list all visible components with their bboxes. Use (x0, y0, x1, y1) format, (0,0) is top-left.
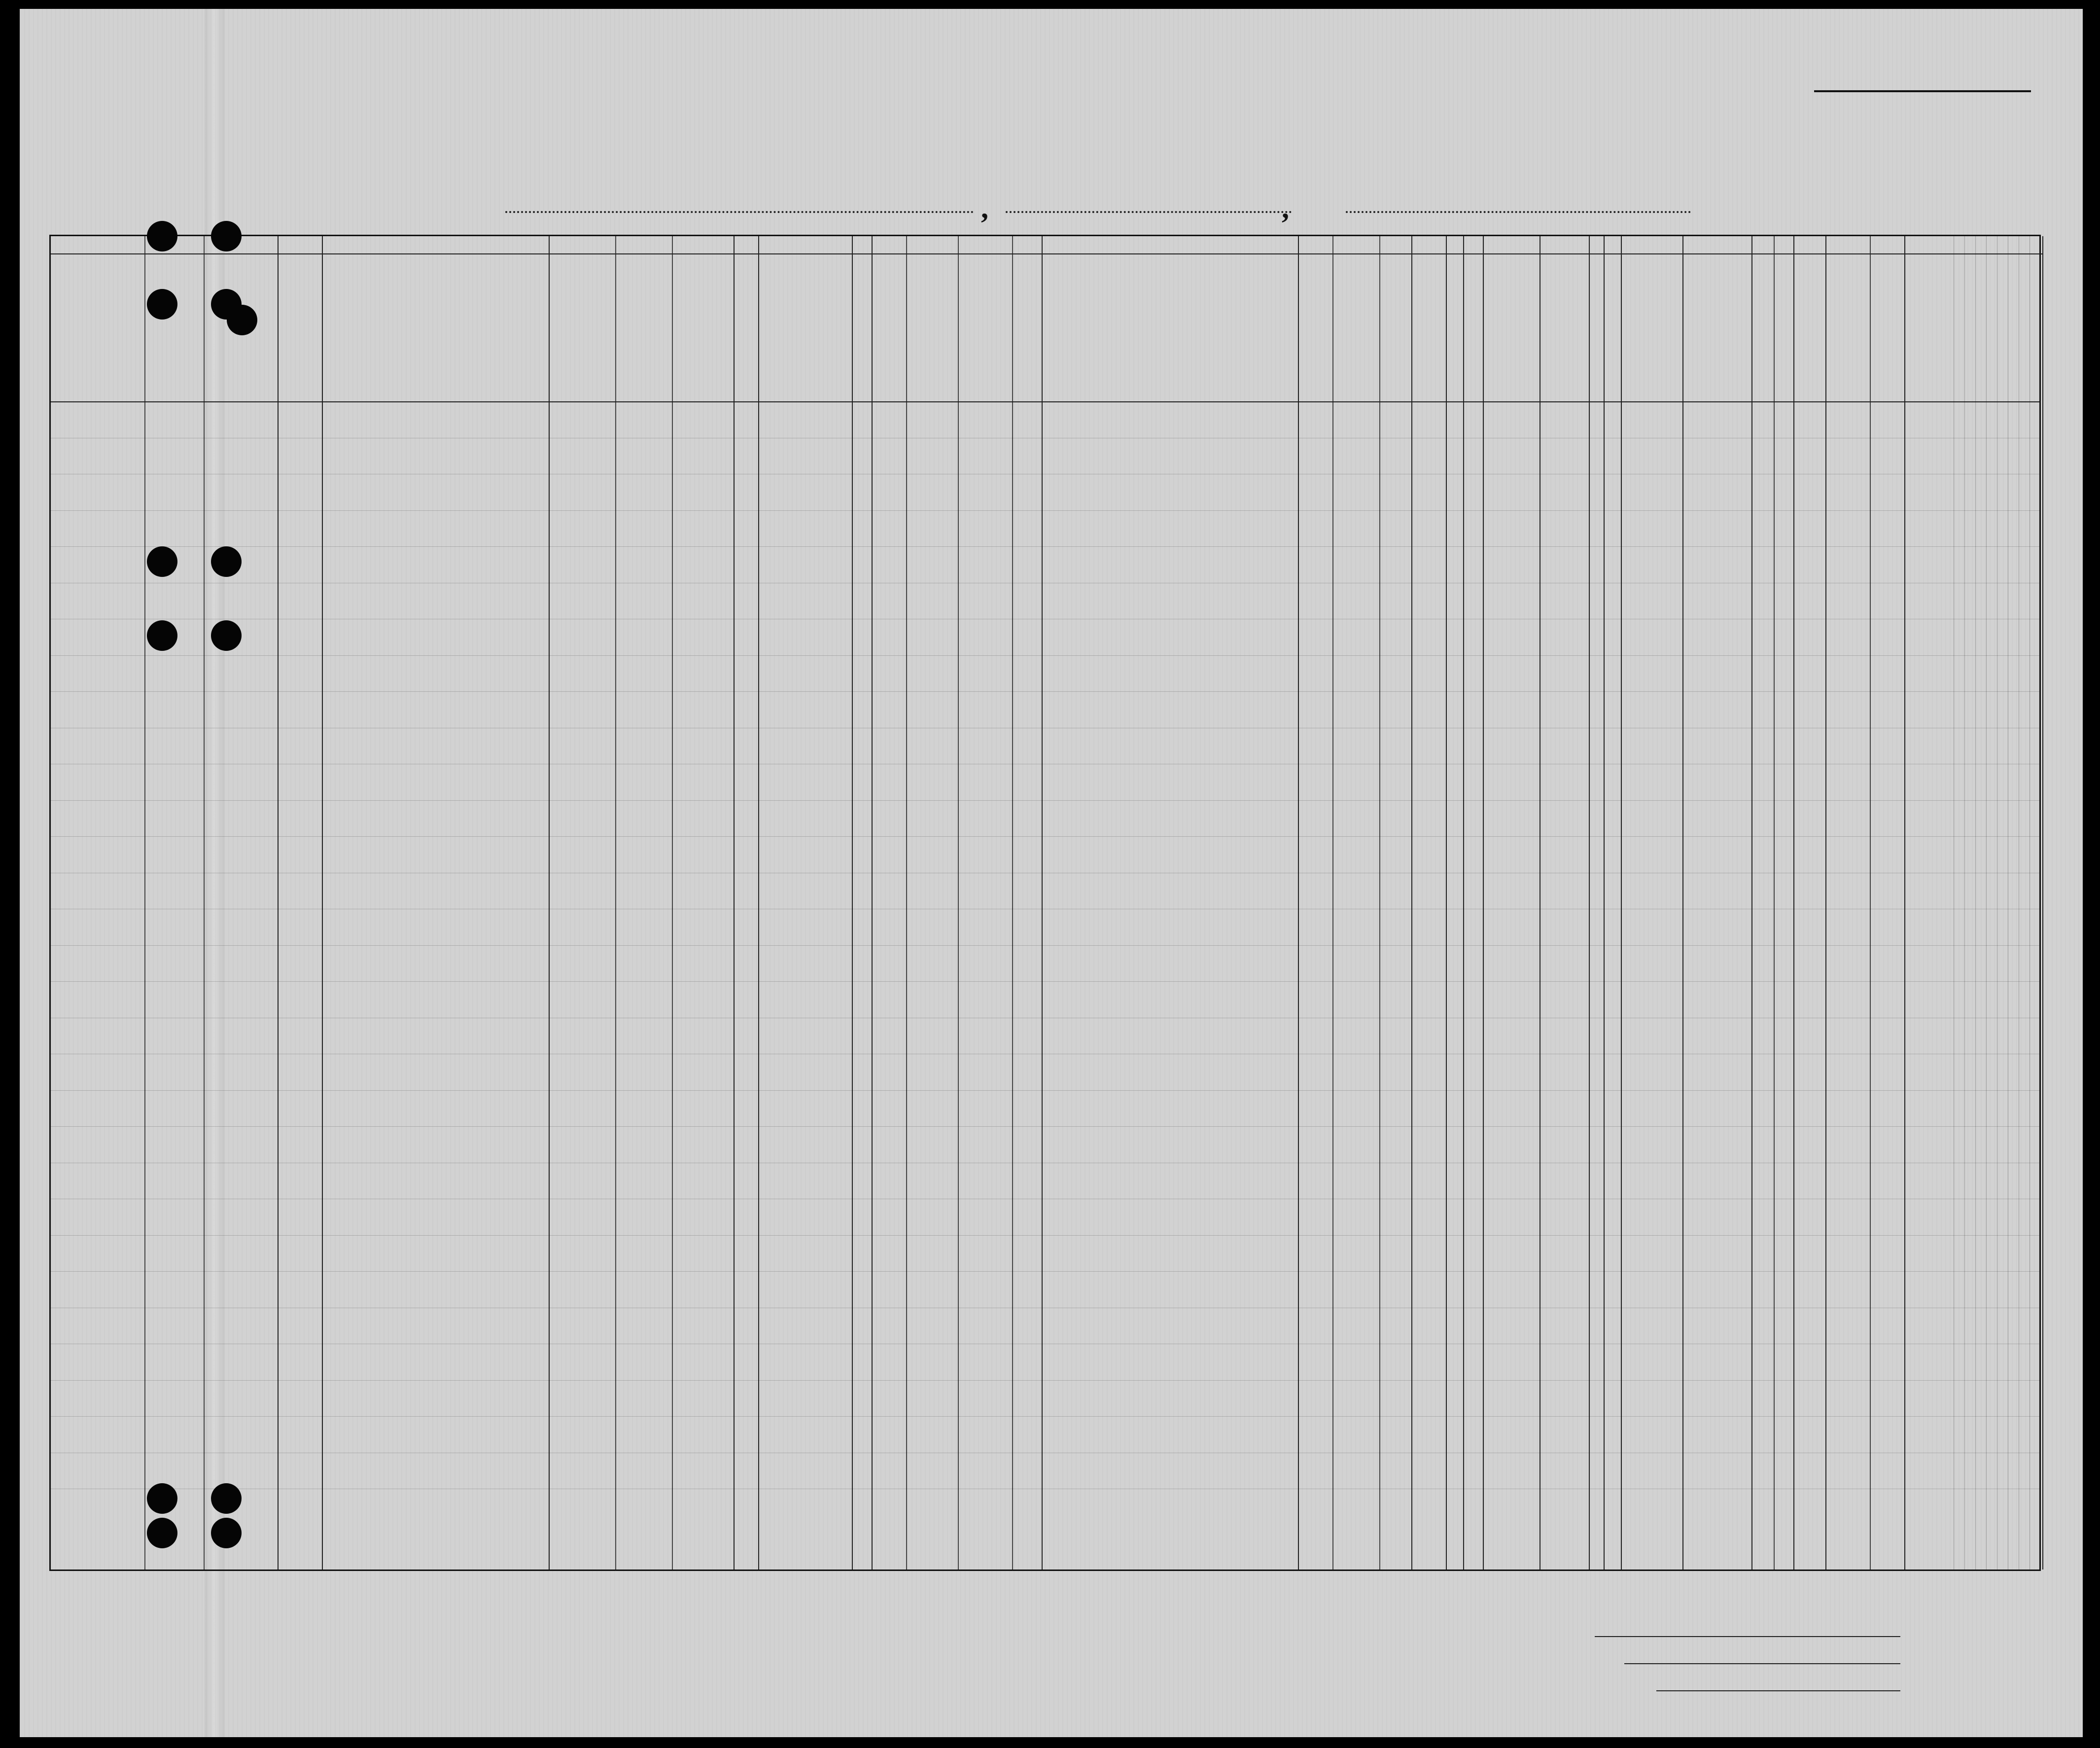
manifest-sheet (20, 9, 2083, 1737)
punch-hole (211, 1518, 242, 1548)
punch-hole (147, 1483, 177, 1514)
row-rule (51, 655, 2039, 656)
sub-column-rule (672, 236, 673, 1570)
row-rule (51, 691, 2039, 692)
column-rule (2042, 236, 2043, 1570)
column-rule (1825, 236, 1826, 1570)
margin-rule (2040, 236, 2041, 1570)
sub-column-rule (1774, 236, 1775, 1570)
punch-hole (211, 546, 242, 577)
agents-rule (1656, 1690, 1900, 1691)
owners-rule (1624, 1663, 1900, 1664)
column-rule (1463, 236, 1464, 1570)
comma-2: , (1282, 192, 1289, 224)
column-rule (1751, 236, 1752, 1570)
row-rule (51, 401, 2039, 402)
sub-column-rule (615, 236, 616, 1570)
punch-hole (147, 221, 177, 251)
row-rule (51, 945, 2039, 946)
column-rule (278, 236, 279, 1570)
column-rule (1483, 236, 1484, 1570)
list-rule (1814, 90, 2031, 92)
port-dotline (505, 211, 974, 213)
row-rule (51, 800, 2039, 801)
row-rule (51, 1235, 2039, 1236)
column-rule (758, 236, 759, 1570)
sub-column-rule (1870, 236, 1871, 1570)
punch-hole (211, 620, 242, 651)
row-rule (51, 1380, 2039, 1381)
row-rule (51, 510, 2039, 511)
year-dotline (1346, 211, 1691, 213)
comma-1: , (981, 192, 988, 224)
sub-column-rule (958, 236, 959, 1570)
sub-column-rule (1012, 236, 1013, 1570)
column-rule (322, 236, 323, 1570)
row-rule (51, 981, 2039, 982)
column-rule (1621, 236, 1622, 1570)
punch-hole (211, 1483, 242, 1514)
column-rule (734, 236, 735, 1570)
row-rule (51, 546, 2039, 547)
column-rule (1682, 236, 1683, 1570)
punch-hole (147, 546, 177, 577)
column-rule (1793, 236, 1794, 1570)
column-rule (1604, 236, 1605, 1570)
month-dotline (1006, 211, 1292, 213)
column-rule (1589, 236, 1590, 1570)
margin-rule (1964, 236, 1965, 1570)
punch-hole (147, 620, 177, 651)
row-rule (51, 1416, 2039, 1417)
punch-hole (147, 289, 177, 320)
column-rule (1042, 236, 1043, 1570)
column-rule (1446, 236, 1447, 1570)
margin-rule (1986, 236, 1987, 1570)
number-row-rule (51, 253, 2042, 254)
line-rule (1595, 1636, 1900, 1637)
column-rule (1904, 236, 1905, 1570)
row-rule (51, 1090, 2039, 1091)
sub-column-rule (906, 236, 907, 1570)
sub-column-rule (1379, 236, 1380, 1570)
manifest-table (49, 235, 2041, 1571)
row-rule (51, 1126, 2039, 1127)
column-rule (852, 236, 853, 1570)
margin-rule (1975, 236, 1976, 1570)
column-rule (1298, 236, 1299, 1570)
column-rule (549, 236, 550, 1570)
sub-column-rule (144, 236, 145, 1570)
punch-hole (147, 1518, 177, 1548)
column-rule (872, 236, 873, 1570)
row-rule (51, 1271, 2039, 1272)
sub-column-rule (1332, 236, 1333, 1570)
punch-hole (227, 305, 257, 335)
sub-column-rule (204, 236, 205, 1570)
punch-hole (211, 221, 242, 251)
column-rule (1411, 236, 1412, 1570)
row-rule (51, 836, 2039, 837)
